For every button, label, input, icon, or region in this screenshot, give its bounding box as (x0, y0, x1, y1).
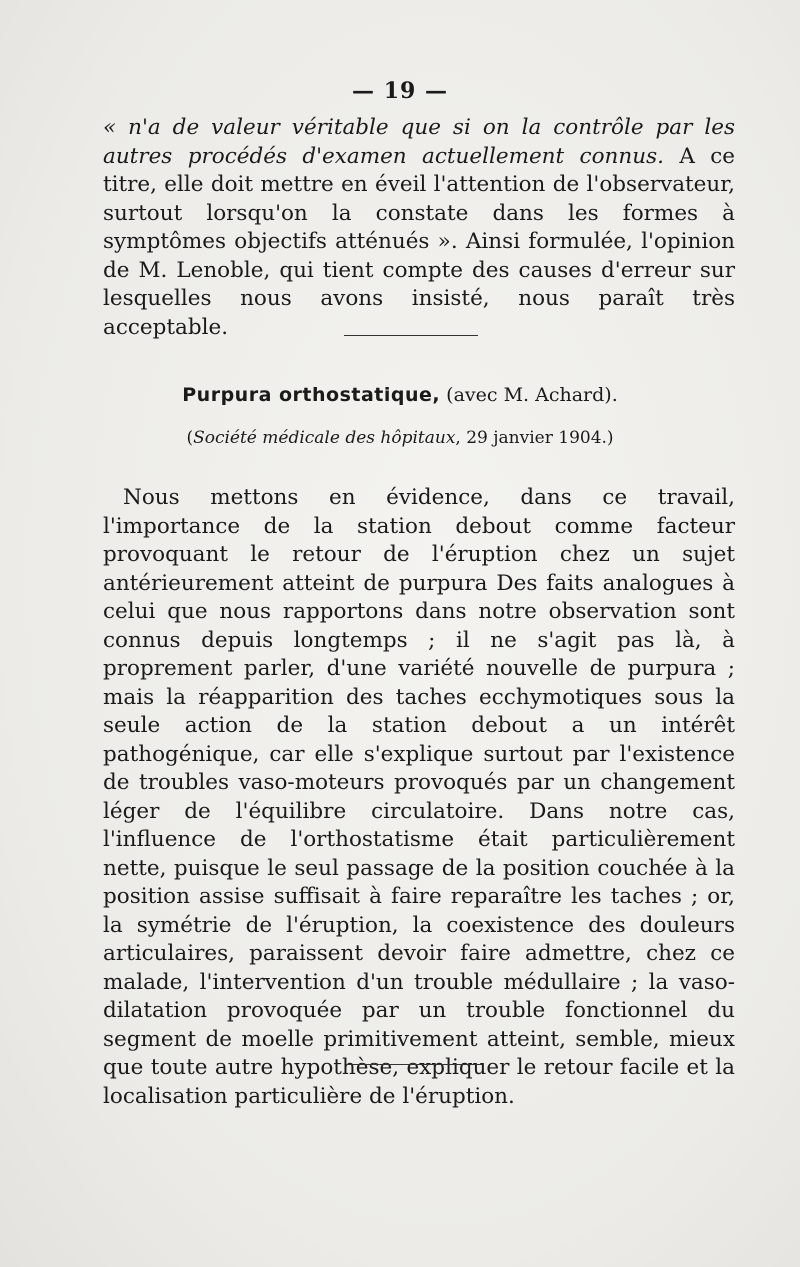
section-divider-bottom (346, 1064, 482, 1065)
section-divider-top (344, 335, 478, 336)
quoted-italic-text: « n'a de valeur véritable que si on la contrôle par les autres procédés d'examen actuellement connus. (103, 115, 735, 169)
source-date: , 29 janvier 1904.) (455, 428, 614, 448)
section-body-paragraph: Nous mettons en évidence, dans ce travail, l'importance de la station debout comme facteur provoquant le retour de l'éruption chez un sujet antérieurement atteint de purpura Des faits analogues à celui que nous rapportons dans notre observation sont connus depuis longtemps ; il ne s'agit pas là, à proprement parler, d'une variété nouvelle de purpura ; mais la réapparition des taches ecchymotiques sous la seule action de la station debout a un intérêt pathogénique, car elle s'explique surtout par l'existence de troubles vaso-moteurs provoqués par un changement léger de l'équilibre circulatoire. Dans notre cas, l'influence de l'orthostatisme était particulièrement nette, puisque le seul passage de la position couchée à la position assise suffisait à faire reparaître les taches ; or, la symétrie de l'éruption, la coexistence des douleurs articulaires, paraissent devoir faire admettre, chez ce malade, l'intervention d'un trouble médullaire ; la vaso-dilatation provoquée par un trouble fonctionnel du segment de moelle primitivement atteint, semble, mieux que toute autre hypothèse, expliquer le retour facile et la localisation particulière de l'éruption. (103, 485, 735, 1109)
section-source (0, 428, 800, 448)
page-number: — 19 — (352, 78, 448, 104)
section-authors: (avec M. Achard). (440, 384, 618, 406)
section-title: Purpura orthostatique, (182, 384, 441, 406)
source-journal: Société médicale des hôpitaux (193, 428, 456, 448)
intro-paragraph (103, 114, 735, 342)
intro-text: A ce titre, elle doit mettre en éveil l'attention de l'observateur, surtout lorsqu'on la constate dans les formes à symptômes objectifs atténués ». Ainsi formulée, l'opinion de M. Lenoble, qui tient compte des causes d'erreur sur lesquelles nous avons insisté, nous paraît très acceptable. (103, 143, 735, 340)
section-heading (0, 384, 800, 406)
source-open-paren: ( (186, 428, 194, 448)
